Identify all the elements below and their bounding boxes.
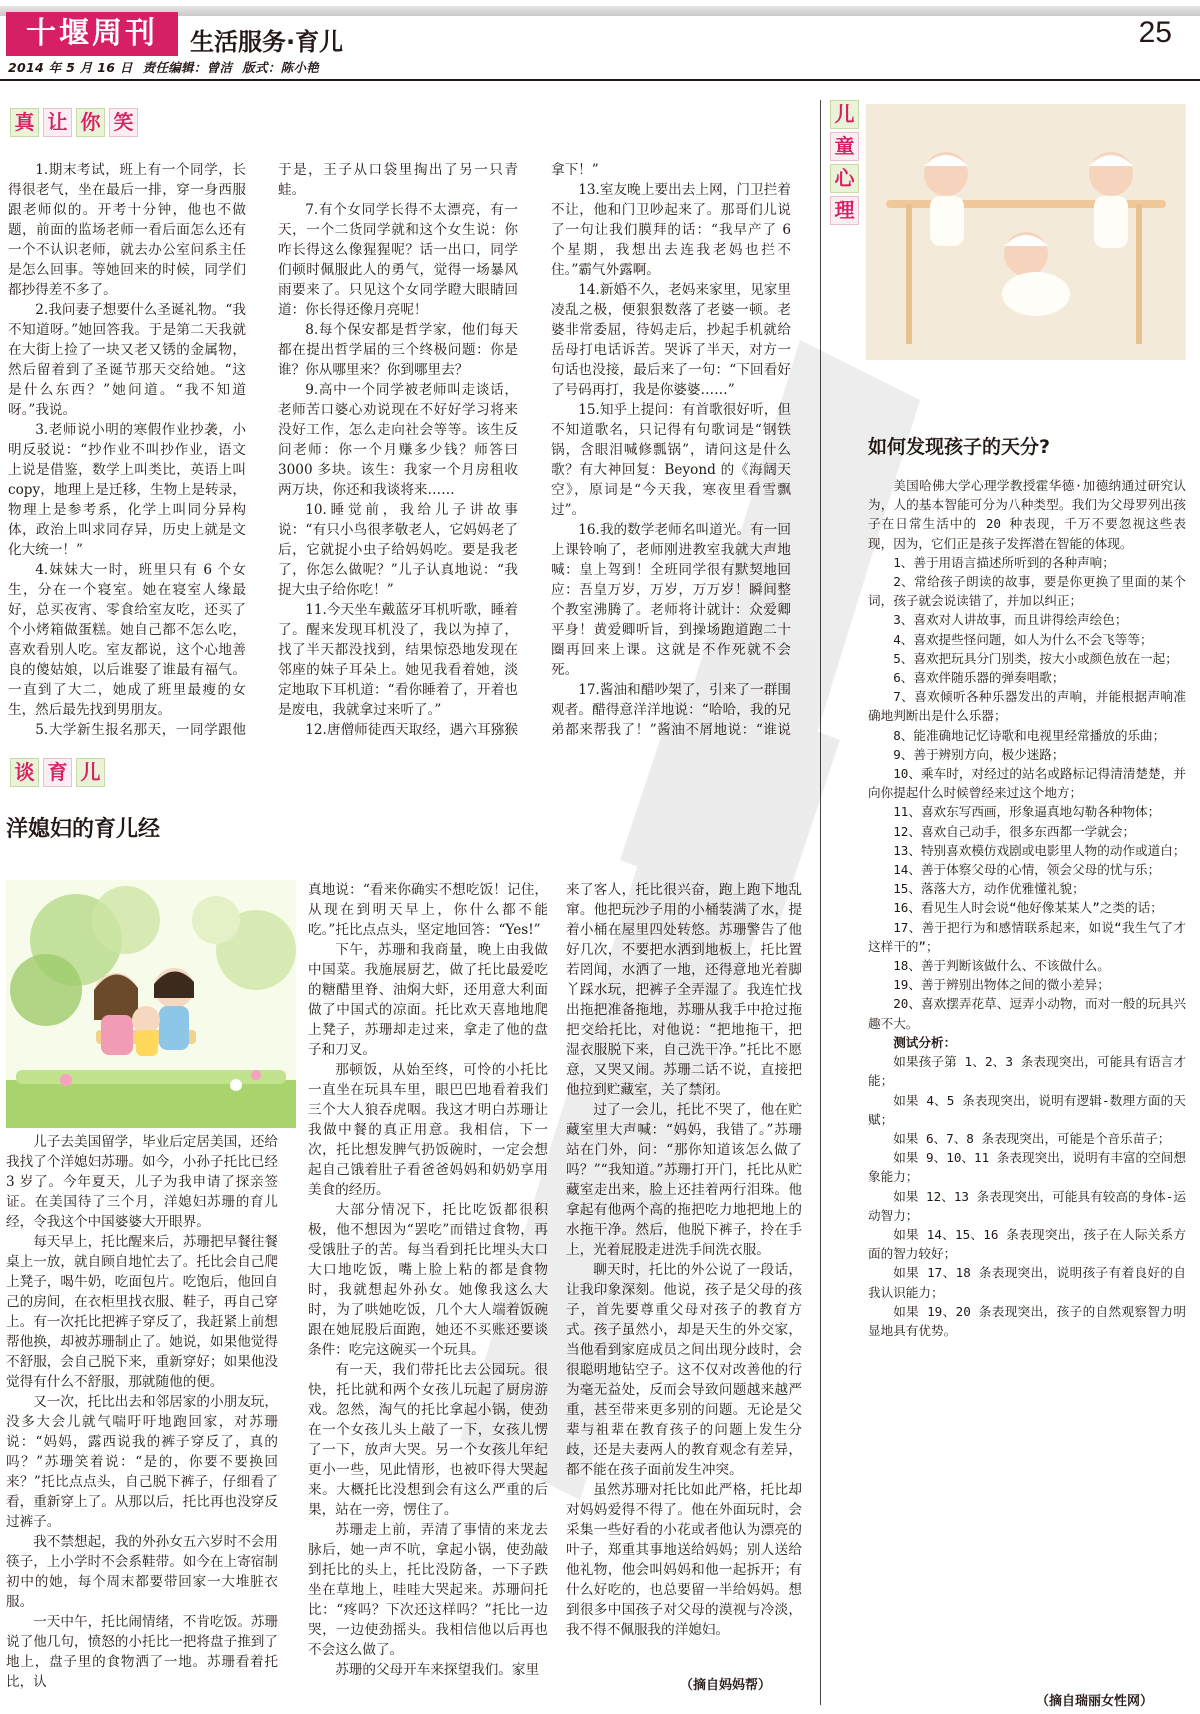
tag-char: 儿 (76, 758, 105, 787)
article-paragraph: 又一次，托比出去和邻居家的小朋友玩，没多大会儿就气喘吁吁地跑回家，对苏珊说：“妈妈，露西说我的裤子穿反了，真的吗？”苏珊笑着说：“是的，你要不要换回来？”托比点点头，自己脱下裤子，仔细看了看，重新穿上了。从那以后，托比再也没穿反过裤子。 (6, 1394, 278, 1530)
article-paragraph: 下午，苏珊和我商量，晚上由我做中国菜。我施展厨艺，做了托比最爱吃的糖醋里脊、油焖大虾，还用意大利面做了中国式的凉面。托比欢天喜地地爬上凳子，苏珊却走过来，拿走了他的盘子和刀叉。 (308, 942, 548, 1058)
tag-char: 育 (43, 758, 72, 787)
column-divider (820, 100, 821, 1705)
trait-item: 6、喜欢伴随乐器的弹奏唱歌； (893, 670, 1065, 686)
joke-paragraph: 8.每个保安都是哲学家，他们每天都在提出哲学届的三个终极问题：你是谁？你从哪里来？你到哪里去？ (278, 322, 518, 378)
jokes-column-1 (8, 160, 246, 740)
article-paragraph: 那顿饭，从始至终，可怜的小托比一直坐在玩具车里，眼巴巴地看着我们三个大人狼吞虎咽。我这才明白苏珊让我做中餐的真正用意。我相信，下一次，托比想发脾气扔饭碗时，一定会想起自己饿着肚子看爸爸妈妈和奶奶享用美食的经历。 (308, 1062, 548, 1198)
trait-item: 10、乘车时，对经过的站名或路标记得清清楚楚，并向你提起什么时候曾经来过这个地方； (868, 766, 1186, 801)
tag-char: 真 (10, 108, 39, 137)
trait-item: 4、喜欢提些怪问题，如人为什么不会飞等等； (893, 631, 1153, 647)
joke-paragraph: 1.期末考试，班上有一个同学，长得很老气，坐在最后一排，穿一身西服跟老师似的。开考十分钟，他也不做题，前面的监场老师一看后面怎么还有一个不认识老师，就去办公室问系主任是怎么回事。等她回来的时候，同学们都抄得差不多了。 (8, 162, 246, 298)
analysis-item: 如果孩子第 1、2、3 条表现突出，可能具有语言才能； (868, 1054, 1186, 1089)
joke-paragraph: 12.唐僧师徒西天取经，遇六耳猕猴 (305, 722, 518, 738)
trait-item: 1、善于用语言描述所听到的各种声响； (893, 554, 1115, 570)
trait-item: 15、落落大方，动作优雅懂礼貌； (893, 881, 1085, 897)
tag-char: 童 (830, 132, 859, 161)
analysis-item: 如果 9、10、11 条表现突出，说明有丰富的空间想象能力； (868, 1150, 1186, 1185)
trait-item: 13、特别喜欢模仿戏剧或电影里人物的动作或道白； (893, 842, 1186, 858)
sidebar-text (868, 476, 1186, 1666)
top-rule (0, 6, 1200, 16)
article-source: （摘自妈妈帮） (680, 1678, 772, 1693)
trait-item: 16、看见生人时会说“他好像某某人”之类的话； (893, 900, 1163, 916)
article-paragraph: 真地说：“看来你确实不想吃饭！记住，从现在到明天早上，你什么都不能吃。”托比点点头，坚定地回答：“Yes!” (308, 882, 548, 938)
tag-char: 心 (830, 164, 859, 193)
sidebar-source: （摘自瑞丽女性网） (1036, 1694, 1154, 1709)
trait-item: 9、善于辨别方向，极少迷路； (893, 746, 1065, 762)
article-paragraph: 有一天，我们带托比去公园玩。很快，托比就和两个女孩儿玩起了厨房游戏。忽然，淘气的托比拿起小锅，使劲在一个女孩儿头上敲了一下，女孩儿愣了一下，放声大哭。另一个女孩儿年纪更小一些，见此情形，也被吓得大哭起来。大概托比没想到会有这么严重的后果，站在一旁，愣住了。 (308, 1362, 548, 1518)
babies-photo (866, 104, 1186, 360)
analysis-item: 如果 17、18 条表现突出，说明孩子有着良好的自我认识能力； (868, 1265, 1186, 1300)
joke-paragraph: 14.新婚不久，老妈来家里，见家里凌乱之极，便狠狠数落了老婆一顿。老婆非常委屈，待妈走后，抄起手机就给岳母打电话诉苦。哭诉了半天，对方一句话也没接，最后来了一句：“下回看好了号码再打，我是你婆婆……” (551, 282, 791, 398)
family-illustration (6, 880, 296, 1128)
tag-char: 让 (43, 108, 72, 137)
jokes-column-3 (551, 160, 791, 740)
article-column-2 (308, 880, 548, 1706)
joke-paragraph: 9.高中一个同学被老师叫走谈话，老师苦口婆心劝说现在不好好学习将来没好工作，怎么走向社会等等。该生反问老师：你一个月赚多少钱？师答曰 3000 多块。该生：我家一个月房租收两万块，你还和我谈将来…… (278, 382, 518, 498)
article-paragraph: 来了客人，托比很兴奋，跑上跑下地乱窜。他把玩沙子用的小桶装满了水，提着小桶在屋里四处转悠。苏珊警告了他好几次，不要把水洒到地板上，托比置若罔闻，水洒了一地，还得意地光着脚丫踩水玩，把裤子全弄湿了。我连忙找出拖把准备拖地，苏珊从我手中抢过拖把交给托比，对他说：“把地拖干，把湿衣服脱下来，自己洗干净。”托比不愿意，又哭又闹。苏珊二话不说，直接把他拉到贮藏室，关了禁闭。 (566, 882, 802, 1098)
sidebar-title: 如何发现孩子的天分? (868, 436, 1051, 458)
article-paragraph: 每天早上，托比醒来后，苏珊把早餐往餐桌上一放，就自顾自地忙去了。托比会自己爬上凳子，喝牛奶，吃面包片。吃饱后，他回自己的房间，在衣柜里找衣服、鞋子，再自己穿上。有一次托比把裤子穿反了，我赶紧上前想帮他换，却被苏珊制止了。她说，如果他觉得不舒服，会自己脱下来，重新穿好；如果他没觉得有什么不舒服，那就随他的便。 (6, 1234, 278, 1390)
joke-paragraph: 2.我问妻子想要什么圣诞礼物。“我不知道呀。”她回答我。于是第二天我就在大街上捡了一块又老又锈的金属物，然后留着到了圣诞节那天交给她。“这是什么东西？”她问道。“我不知道呀。”我说。 (8, 302, 246, 418)
header-rule (0, 79, 1200, 81)
tag-char: 儿 (830, 100, 859, 129)
tag-char: 你 (76, 108, 105, 137)
jokes-tag (10, 108, 138, 137)
trait-item: 8、能准确地记忆诗歌和电视里经常播放的乐曲； (893, 727, 1166, 743)
joke-paragraph: 15.知乎上提问：有首歌很好听，但不知道歌名，只记得有句歌词是“钢铁锅，含眼泪喊修瓢锅”，请问这是什么歌？有大神回复：Beyond 的《海阔天空》，原词是“今天我，寒夜里看雪飘过”。 (551, 402, 791, 518)
joke-paragraph: 4.妹妹大一时，班里只有 6 个女生，分在一个寝室。她在寝室人缘最好，总买夜宵、零食给室友吃，还买了个小烤箱做蛋糕。她自己都不怎么吃，喜欢看别人吃。室友都说，这个心地善良的傻姑娘，以后谁娶了谁最有福气。一直到了大二，她成了班里最瘦的女生，然后最先找到男朋友。 (8, 562, 246, 718)
editor: 责任编辑：曾洁 (142, 60, 233, 75)
article-paragraph: 苏珊走上前，弄清了事情的来龙去脉后，她一声不吭，拿起小锅，使劲敲到托比的头上，托比没防备，一下子跌坐在草地上，哇哇大哭起来。苏珊问托比：“疼吗？下次还这样吗？”托比一边哭，一边使劲摇头。我相信他以后再也不会这么做了。 (308, 1522, 548, 1658)
joke-paragraph: 11.今天坐车戴蓝牙耳机听歌，睡着了。醒来发现耳机没了，我以为掉了，找了半天都没找到，结果惊恐地发现在邻座的妹子耳朵上。她见我看着她，淡定地取下耳机道：“看你睡着了，开着也是废电，我就拿过来听了。” (278, 602, 518, 718)
tag-char: 笑 (109, 108, 138, 137)
issue-meta (8, 58, 329, 76)
child-psych-tag (830, 100, 860, 225)
trait-item: 12、喜欢自己动手，很多东西都一学就会； (893, 823, 1136, 839)
analysis-item: 如果 4、5 条表现突出，说明有逻辑-数理方面的天赋； (868, 1092, 1186, 1127)
section-title: 生活服务·育儿 (190, 28, 344, 56)
article-column-3 (566, 880, 802, 1670)
trait-item: 17、善于把行为和感情联系起来，如说“我生气了才这样干的”； (868, 919, 1186, 954)
trait-item: 14、善于体察父母的心情，领会父母的忧与乐； (893, 862, 1161, 878)
article-paragraph: 我不禁想起，我的外孙女五六岁时不会用筷子，上小学时不会系鞋带。如今在上寄宿制初中的她，每个周末都要带回家一大堆脏衣服。 (6, 1534, 278, 1610)
trait-item: 2、常给孩子朗读的故事，要是你更换了里面的某个词，孩子就会说读错了，并加以纠正； (868, 574, 1186, 609)
brand-logo: 十堰周刊 (6, 12, 178, 56)
article-paragraph: 儿子去美国留学，毕业后定居美国，还给我找了个洋媳妇苏珊。如今，小孙子托比已经 3 岁了。今年夏天，儿子为我申请了探亲签证。在美国待了三个月，洋媳妇苏珊的育儿经，令我这个中国婆婆大开眼界。 (6, 1134, 278, 1230)
article-paragraph: 虽然苏珊对托比如此严格，托比却对妈妈爱得不得了。他在外面玩时，会采集一些好看的小花或者他认为漂亮的叶子，郑重其事地送给妈妈；别人送给他礼物，他会叫妈妈和他一起拆开；有什么好吃的，也总要留一半给妈妈。想到很多中国孩子对父母的漠视与冷淡，我不得不佩服我的洋媳妇。 (566, 1482, 802, 1638)
trait-item: 11、喜欢东写西画，形象逼真地勾勒各种物体； (893, 804, 1161, 820)
analysis-item: 如果 19、20 条表现突出，孩子的自然观察智力明显地具有优势。 (868, 1303, 1186, 1338)
joke-paragraph: 7.有个女同学长得不太漂亮，有一天，一个二货同学就和这个女生说：你咋长得这么像猩猩呢？话一出口，同学们顿时佩服此人的勇气，觉得一场暴风雨要来了。只见这个女同学瞪大眼睛回道：你长得还像月亮呢！ (278, 202, 518, 318)
issue-date: 2014 年 5 月 16 日 (8, 60, 133, 75)
page-number: 25 (1138, 16, 1172, 49)
joke-paragraph: 10.睡觉前，我给儿子讲故事说：“有只小鸟很孝敬老人，它妈妈老了后，它就捉小虫子给妈妈吃。要是我老了，你怎么做呢？”儿子认真地说：“我捉大虫子给你吃！” (278, 502, 518, 598)
article-paragraph: 大部分情况下，托比吃饭都很积极，他不想因为“罢吃”而错过食物，再受饿肚子的苦。每当看到托比埋头大口大口地吃饭，嘴上脸上粘的都是食物时，我就想起外孙女。她像我这么大时，为了哄她吃饭，几个大人端着饭碗跟在她屁股后面跑，她还不买账还要谈条件：吃完这碗买一个玩具。 (308, 1202, 548, 1358)
analysis-item: 如果 6、7、8 条表现突出，可能是个音乐苗子； (893, 1130, 1171, 1146)
trait-item: 18、善于判断该做什么、不该做什么。 (893, 958, 1110, 974)
trait-item: 5、喜欢把玩具分门别类，按大小或颜色放在一起； (893, 650, 1178, 666)
analysis-heading: 测试分析： (893, 1034, 957, 1050)
trait-item: 20、喜欢摆弄花草、逗弄小动物，而对一般的玩具兴趣不大。 (868, 996, 1186, 1031)
joke-paragraph: 5.大学新生报名那天，一同学跟他 (35, 722, 246, 738)
article-paragraph: 苏珊的父母开车来探望我们。家里 (335, 1662, 540, 1678)
trait-item: 3、喜欢对人讲故事，而且讲得绘声绘色； (893, 612, 1128, 628)
article-paragraph: 过了一会儿，托比不哭了，他在贮藏室里大声喊：“妈妈，我错了。”苏珊站在门外，问：“那你知道该怎么做了吗？”“我知道。”苏珊打开门，托比从贮藏室走出来，脸上还挂着两行泪珠。他拿起有他两个高的拖把吃力地把地上的水拖干净。然后，他脱下裤子，拎在手上，光着屁股走进洗手间洗衣服。 (566, 1102, 802, 1258)
tag-char: 谈 (10, 758, 39, 787)
article-column-1 (6, 1132, 278, 1706)
layout-credit: 版式：陈小艳 (242, 60, 320, 75)
joke-paragraph: 3.老师说小明的寒假作业抄袭，小明反驳说：“抄作业不叫抄作业，语文上说是借鉴，数学上叫类比，英语上叫 copy，地理上是迁移，生物上是转录，物理上是参考系，化学上叫同分异构体，政治上叫求同存异，历史上就是文化大统一！” (8, 422, 246, 558)
article-paragraph: 一天中午，托比闹情绪，不肯吃饭。苏珊说了他几句，愤怒的小托比一把将盘子推到了地上，盘子里的食物洒了一地。苏珊看着托比，认 (6, 1614, 278, 1690)
sidebar-intro: 美国哈佛大学心理学教授霍华德·加德纳通过研究认为，人的基本智能可分为八种类型。我们为父母罗列出孩子在日常生活中的 20 种表现，千万不要忽视这些表现，因为，它们正是孩子发挥潜在智能的体现。 (868, 478, 1186, 551)
trait-item: 7、喜欢倾听各种乐器发出的声响，并能根据声响准确地判断出是什么乐器； (868, 689, 1186, 724)
joke-paragraph: 拿下！” (551, 162, 599, 178)
joke-paragraph: 17.酱油和醋吵架了，引来了一群围观者。醋得意洋洋地说：“哈哈，我的兄弟都来帮我了！”酱油不屑地说：“谁说 (551, 682, 791, 738)
article-paragraph: 聊天时，托比的外公说了一段话，让我印象深刻。他说，孩子是父母的孩子，首先要尊重父母对孩子的教育方式。孩子虽然小，却是天生的外交家，当他看到家庭成员之间出现分歧时，会很聪明地钻空子。这不仅对改善他的行为毫无益处，反而会导致问题越来越严重，甚至带来更多别的问题。无论是父辈与祖辈在教育孩子的问题上发生分歧，还是夫妻两人的教育观念有差异，都不能在孩子面前发生冲突。 (566, 1262, 802, 1478)
trait-item: 19、善于辨别出物体之间的微小差异； (893, 977, 1110, 993)
article-title: 洋媳妇的育儿经 (6, 817, 161, 842)
joke-paragraph: 于是，王子从口袋里掏出了另一只青蛙。 (278, 162, 518, 198)
joke-paragraph: 13.室友晚上要出去上网，门卫拦着不让，他和门卫吵起来了。那哥们儿说了一句让我们膜拜的话：“我早产了 6 个星期，我想出去连我老妈也拦不住。”霸气外露啊。 (551, 182, 791, 278)
joke-paragraph: 16.我的数学老师名叫道光。有一回上课铃响了，老师刚进教室我就大声地喊：皇上驾到！全班同学很有默契地回应：吾皇万岁，万岁，万万岁！瞬间整个教室沸腾了。老师将计就计：众爱卿平身！黄爱卿听旨，到操场跑道跑二十圈再回来上课。这就是不作死就不会死。 (551, 522, 791, 678)
jokes-column-2 (278, 160, 518, 740)
analysis-item: 如果 12、13 条表现突出，可能具有较高的身体-运动智力； (868, 1188, 1186, 1223)
analysis-item: 如果 14、15、16 条表现突出，孩子在人际关系方面的智力较好； (868, 1226, 1186, 1262)
tag-char: 理 (830, 196, 859, 225)
parenting-tag (10, 758, 105, 787)
